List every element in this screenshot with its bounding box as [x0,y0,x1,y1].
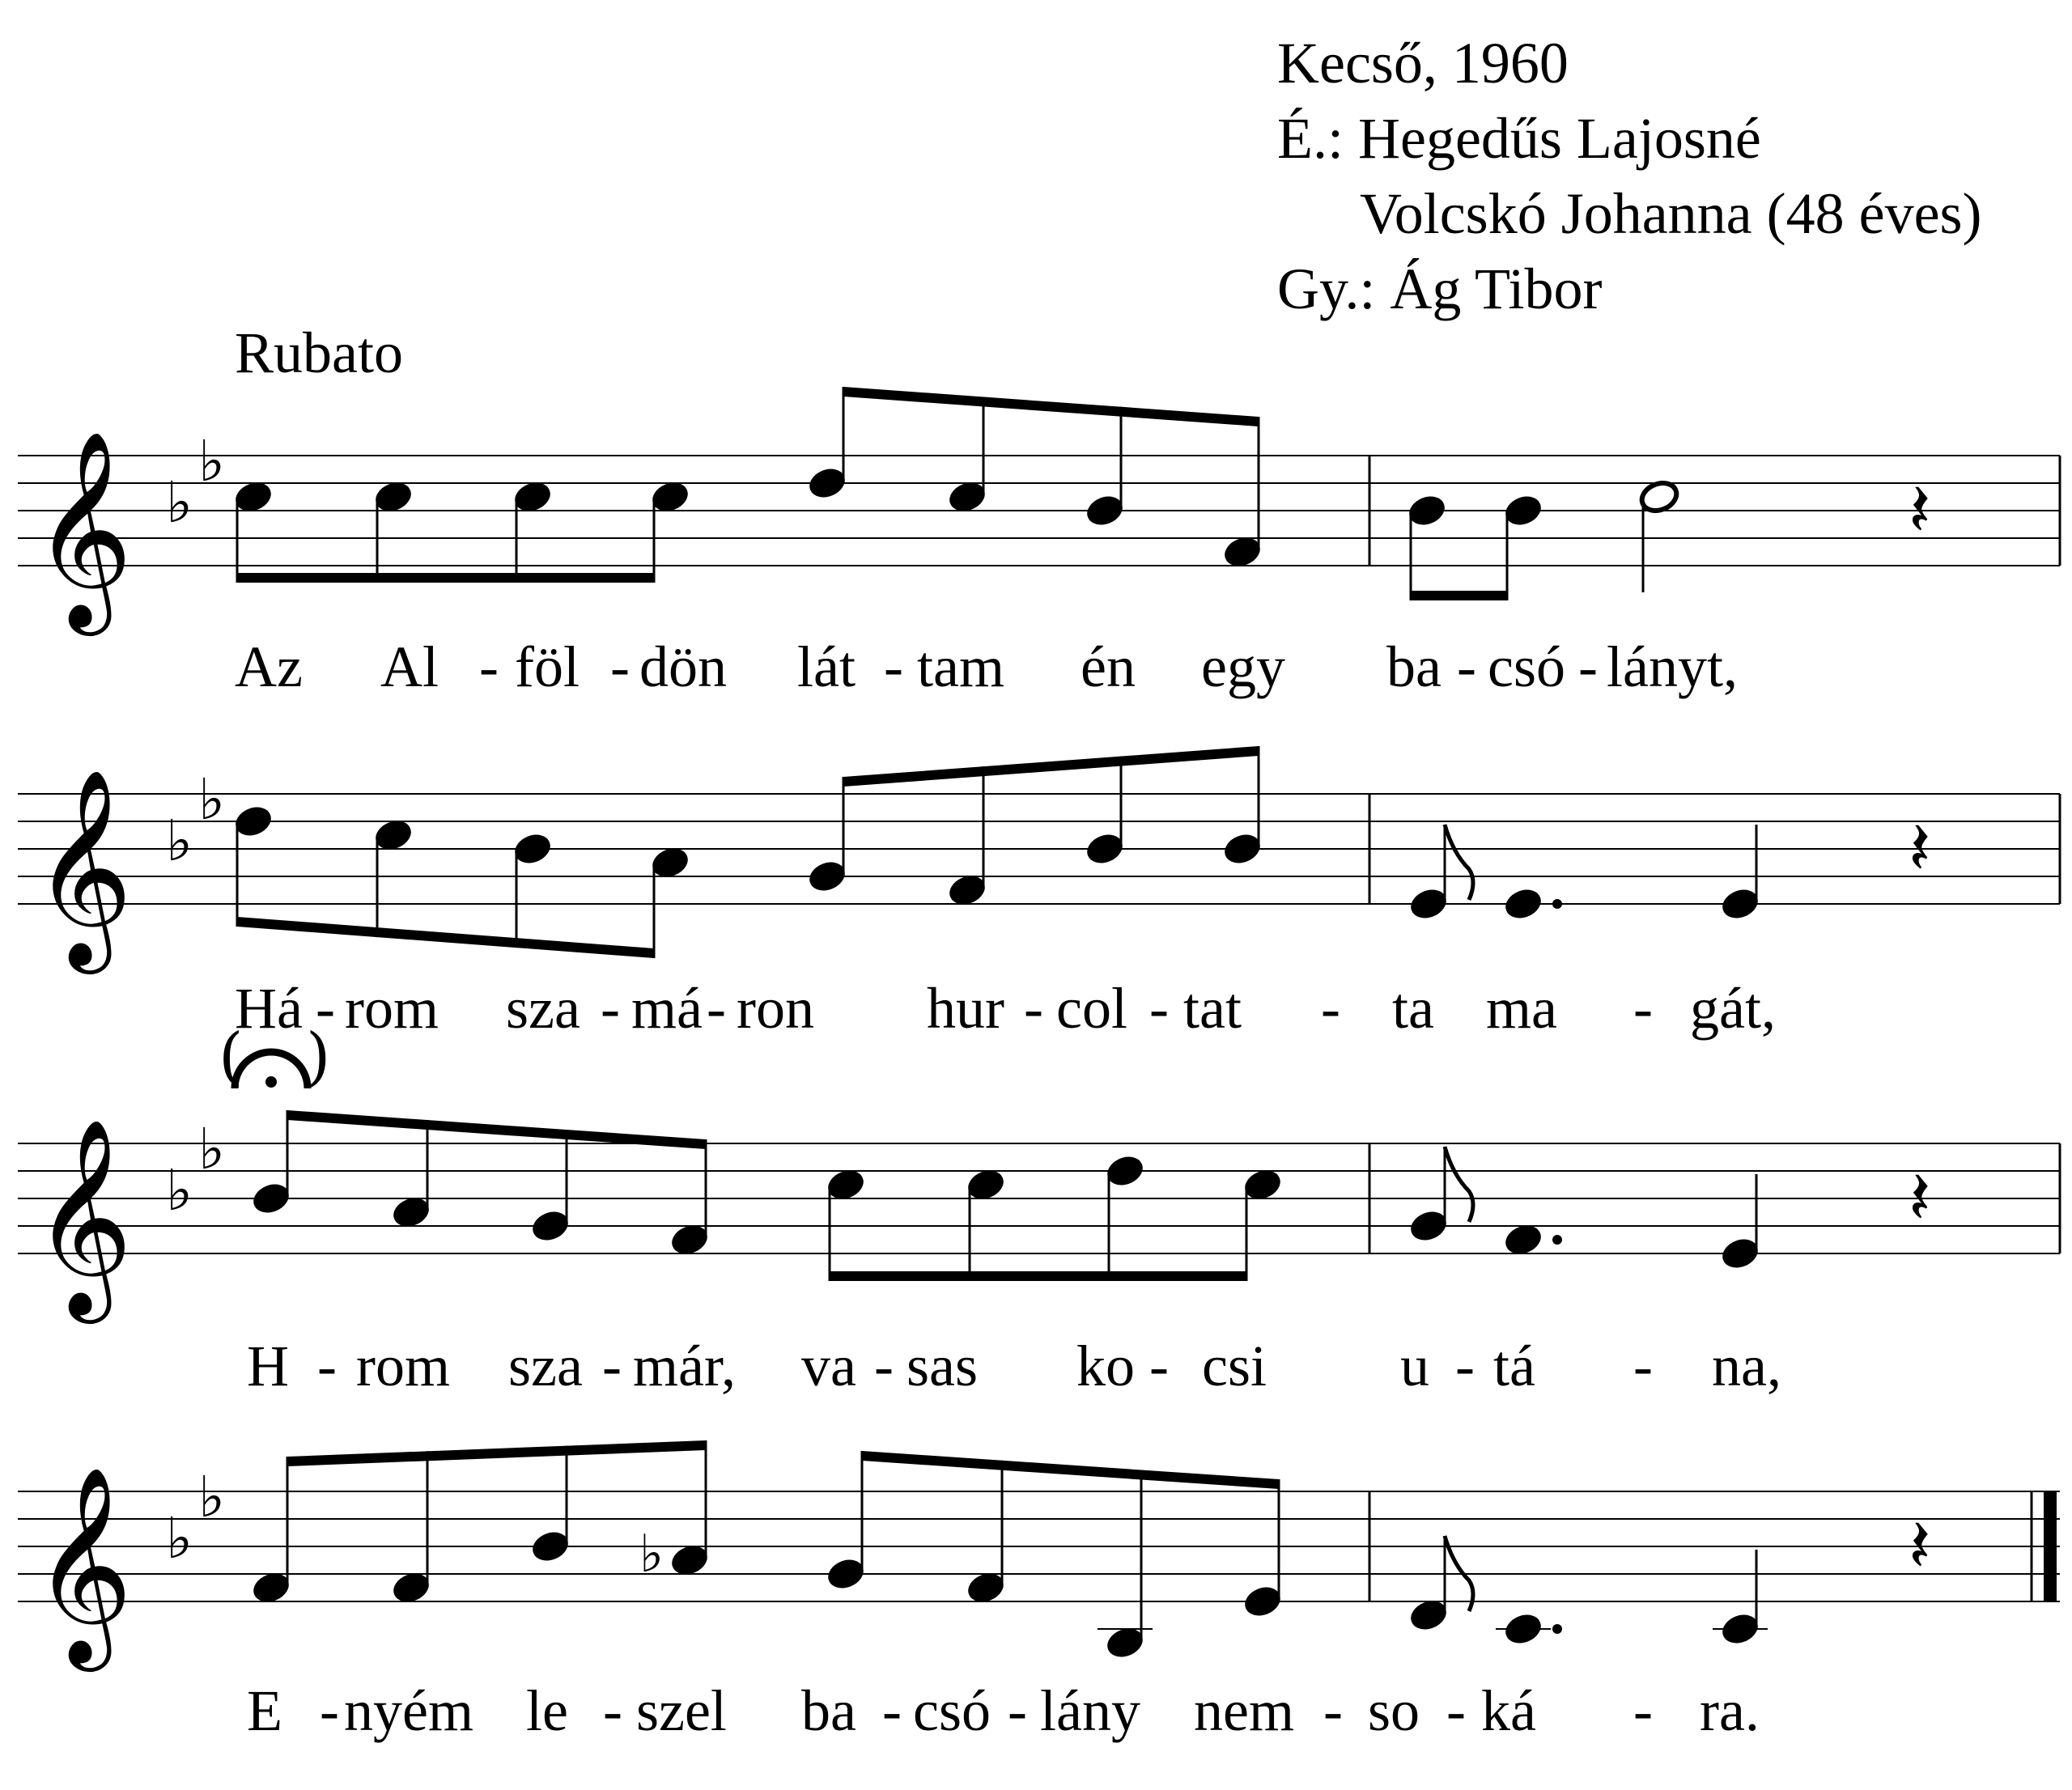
lyric-syllable: - [882,1678,902,1743]
lyric-syllable: dön [639,634,727,699]
notehead [529,1528,572,1565]
lyric-syllable: ma [1486,976,1557,1041]
lyric-syllable: - [601,976,620,1041]
lyric-syllable: ra. [1700,1678,1760,1743]
lyric-syllable: - [1633,976,1653,1041]
lyric-syllable: so [1368,1678,1420,1743]
lyric-syllable: va [801,1334,856,1398]
lyric-syllable: egy [1201,634,1285,699]
fermata-dot [265,1076,277,1088]
staff-system [18,387,2060,699]
lyric-syllable: H [247,1334,289,1398]
lyric-syllable: má [631,976,703,1041]
lyric-syllable: col [1056,976,1127,1041]
lyric-syllable: sza [506,976,580,1041]
beam [862,1451,1279,1489]
notehead [1719,885,1762,923]
flat-icon: ♭ [198,428,226,494]
notehead [1719,1235,1762,1272]
lyric-syllable: csi [1202,1334,1267,1398]
notehead [529,1207,572,1245]
notehead [1084,492,1127,529]
notehead [1502,1610,1545,1648]
lyric-syllable: már, [633,1334,737,1398]
lyric-syllable: - [1457,634,1476,699]
lyric-syllable: - [1633,1678,1653,1743]
augmentation-dot [1552,1624,1562,1634]
lyric-syllable: - [1323,1678,1343,1743]
quarter-rest-icon: 𝄽 [1909,468,1931,553]
notehead [1502,492,1545,529]
lyric-syllable: én [1081,634,1136,699]
lyric-syllable: u [1400,1334,1429,1398]
flat-icon: ♭ [198,1116,226,1182]
treble-clef-icon: 𝄞 [32,767,134,965]
lyric-syllable: - [316,976,335,1041]
beam [237,917,654,958]
lyric-syllable: - [320,1678,339,1743]
flat-icon: ♭ [198,766,226,833]
lyric-syllable: föl [515,634,580,699]
lyric-syllable: - [1446,1678,1466,1743]
treble-clef-icon: 𝄞 [32,1465,134,1663]
lyric-syllable: tá [1493,1334,1535,1398]
lyric-syllable: - [1149,1334,1169,1398]
lyric-syllable: - [610,634,630,699]
lyric-syllable: - [317,1334,337,1398]
treble-clef-icon: 𝄞 [32,429,134,627]
eighth-flag [1445,1147,1473,1222]
notehead [250,1180,293,1217]
notehead [1502,885,1545,923]
notehead [1408,1207,1450,1245]
lyric-syllable: ron [737,976,814,1041]
lyric-syllable: - [874,1334,894,1398]
fermata-parenthesis: ( [219,1020,244,1093]
notehead [825,1555,868,1593]
lyric-syllable: le [526,1678,568,1743]
notehead [512,830,554,867]
beam [843,746,1259,787]
lyric-syllable: - [707,976,726,1041]
lyric-syllable: ba [1386,634,1441,699]
lyric-syllable: - [884,634,903,699]
lyric-syllable: - [1578,634,1598,699]
quarter-rest-icon: 𝄽 [1909,1156,1931,1241]
beam [830,1271,1246,1281]
beam [1411,591,1507,600]
flat-icon: ♭ [166,808,193,874]
lyric-syllable: - [602,1334,622,1398]
notehead [1221,830,1264,867]
flat-icon: ♭ [166,469,193,536]
lyric-syllable: hur [927,976,1004,1041]
header-line-collector: Gy.: Ág Tibor [1277,257,1603,321]
lyric-syllable: gát, [1690,976,1776,1041]
quarter-rest-icon: 𝄽 [1909,1504,1931,1589]
header-block [1277,31,1982,321]
lyric-syllable: ta [1392,976,1434,1041]
lyric-syllable: - [479,634,499,699]
lyric-syllable: Az [235,634,303,699]
notehead [1719,1610,1762,1648]
notehead [1408,885,1450,923]
beam [287,1440,706,1466]
beam [843,387,1259,426]
lyric-syllable: - [1633,1334,1653,1398]
lyric-syllable: - [1024,976,1043,1041]
lyric-syllable: - [1455,1334,1475,1398]
final-barline-thick [2044,1491,2057,1601]
lyric-syllable: sza [508,1334,583,1398]
notehead [232,803,275,840]
lyric-syllable: ká [1481,1678,1536,1743]
quarter-rest-icon: 𝄽 [1909,806,1931,891]
lyric-syllable: csó [1488,634,1565,699]
flat-icon: ♭ [166,1157,193,1224]
tempo-marking: Rubato [235,320,403,385]
lyric-syllable: ba [801,1678,856,1743]
lyric-syllable: na, [1712,1334,1781,1398]
treble-clef-icon: 𝄞 [32,1117,134,1315]
lyric-syllable: - [603,1678,622,1743]
staff-system [18,1440,2060,1743]
lyric-syllable: tat [1183,976,1242,1041]
eighth-flag [1445,825,1473,900]
augmentation-dot [1552,899,1562,909]
fermata-parenthesis: ) [306,1020,331,1093]
augmentation-dot [1552,1235,1562,1245]
staff-system [18,1020,2060,1398]
lyric-syllable: Al [380,634,439,699]
lyric-syllable: E [247,1678,282,1743]
flat-icon: ♭ [166,1505,193,1572]
header-line-singer-maiden-name: Volcskó Johanna (48 éves) [1360,181,1982,246]
lyric-syllable: ko [1076,1334,1135,1398]
header-line-place-year: Kecső, 1960 [1277,31,1569,95]
systems [18,387,2060,1743]
lyric-syllable: - [1149,976,1169,1041]
lyric-syllable: nem [1194,1678,1294,1743]
lyric-syllable: csó [913,1678,991,1743]
flat-icon: ♭ [198,1464,226,1530]
notehead [1242,1583,1284,1620]
lyric-syllable: lány [1040,1678,1140,1743]
lyric-syllable: sas [906,1334,978,1398]
notehead [1406,492,1449,529]
lyric-syllable: rom [356,1334,450,1398]
lyric-syllable: lányt, [1607,634,1738,699]
lyric-syllable: szel [636,1678,727,1743]
lyric-syllable: rom [345,976,439,1041]
flat-icon: ♭ [639,1525,664,1584]
header-line-singer: É.: Hegedűs Lajosné [1277,106,1761,171]
notehead [806,858,849,895]
lyric-syllable: - [1008,1678,1027,1743]
notehead [806,464,849,502]
beam [237,573,654,583]
staff-system [18,746,2060,1041]
lyric-syllable: Há [235,976,303,1041]
lyric-syllable: nyém [344,1678,473,1743]
lyric-syllable: tam [917,634,1004,699]
lyric-syllable: lát [797,634,856,699]
notehead [1084,830,1127,867]
notehead [1104,1152,1147,1190]
lyric-syllable: - [1321,976,1340,1041]
